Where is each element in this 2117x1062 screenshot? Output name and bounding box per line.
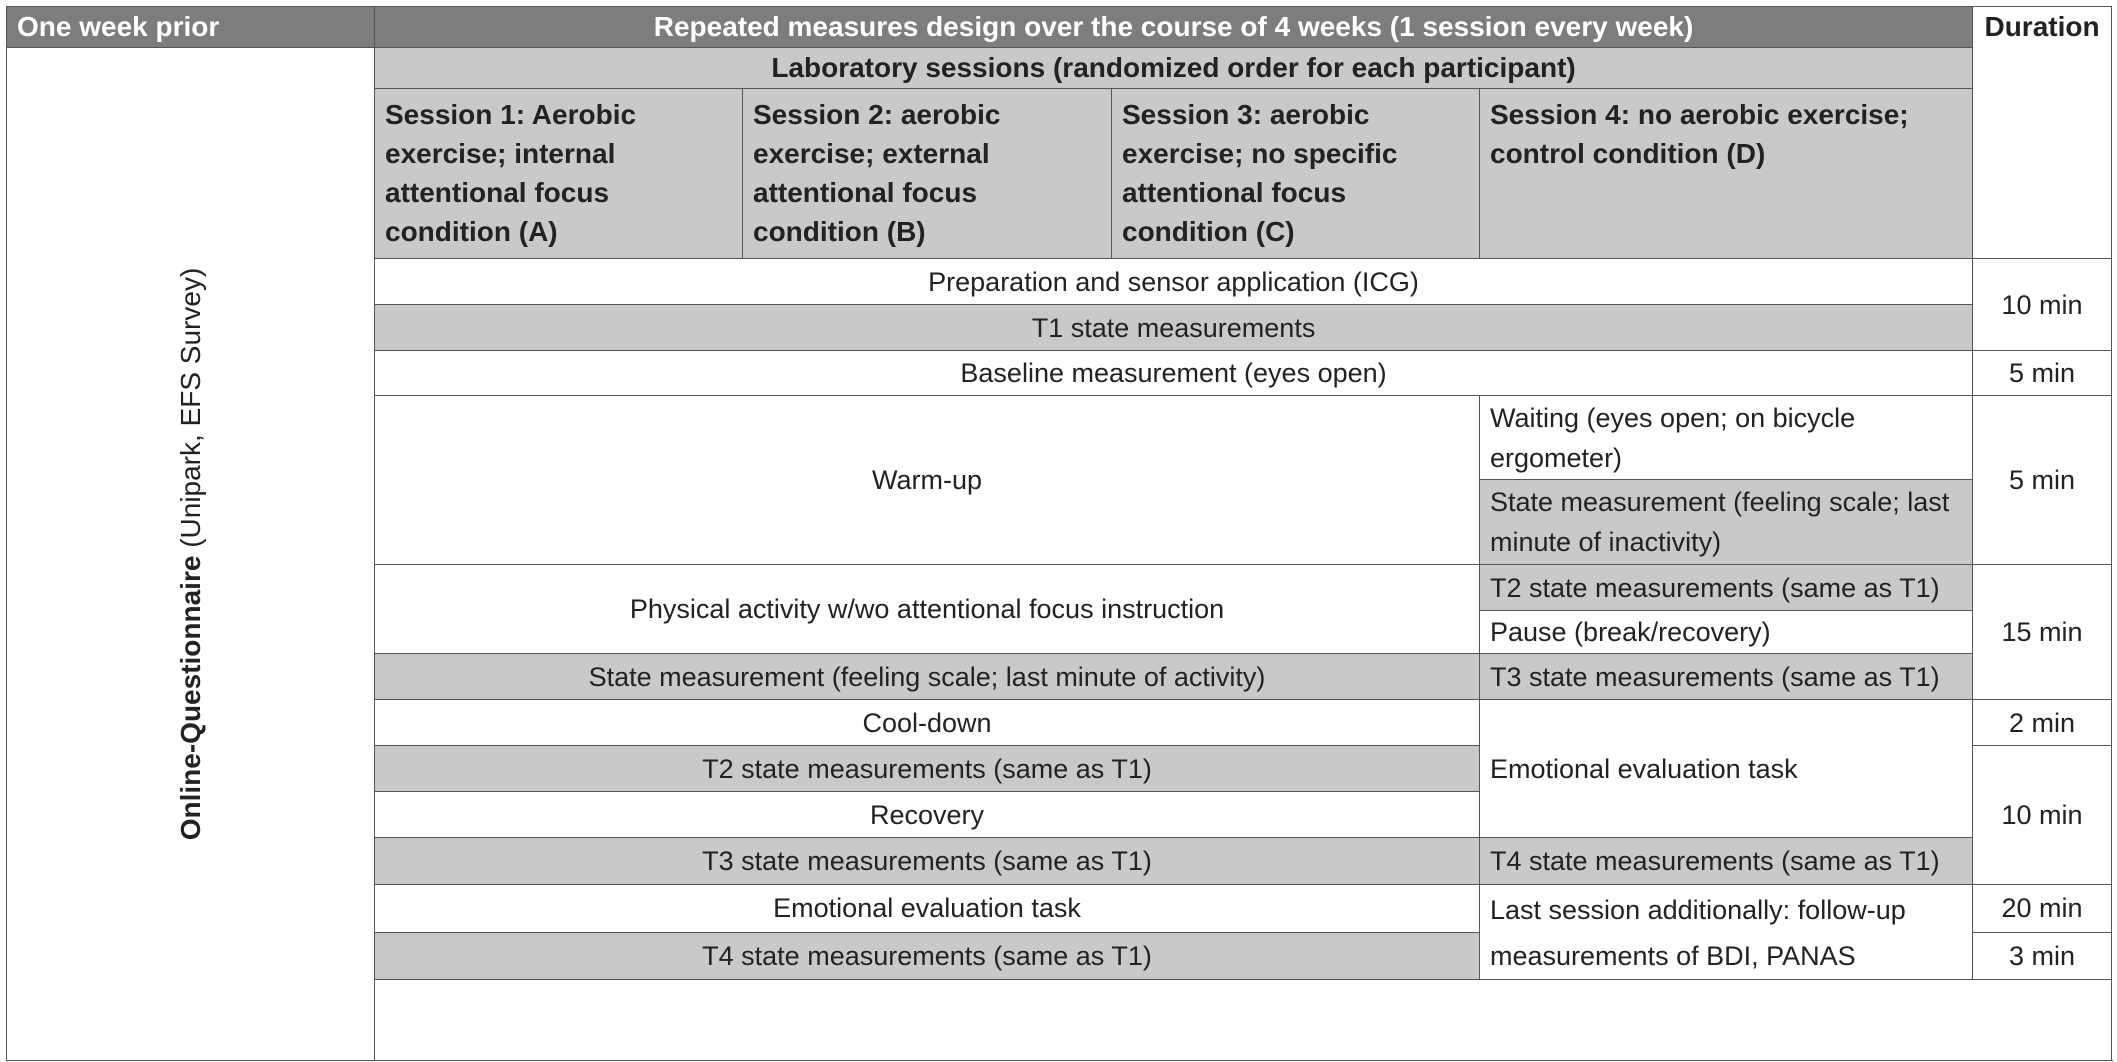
duration-header: Duration <box>1973 7 2112 259</box>
pause-cell: Pause (break/recovery) <box>1480 611 1973 654</box>
cooldown-row: Cool-down <box>375 700 1480 746</box>
study-design-table <box>6 6 2112 1061</box>
design-header: Repeated measures design over the course of 4 weeks (1 session every week) <box>375 7 1973 48</box>
session-2-header: Session 2: aerobic exercise; external attentional focus condition (B) <box>743 89 1112 259</box>
study-design-table-wrapper <box>6 6 2112 1061</box>
session-1-header: Session 1: Aerobic exercise; internal attentional focus condition (A) <box>375 89 743 259</box>
duration-cooldown: 2 min <box>1973 700 2112 746</box>
total-row-spacer <box>375 980 2112 1061</box>
duration-activity: 15 min <box>1973 565 2112 700</box>
session-3-header: Session 3: aerobic exercise; no specific attentional focus condition (C) <box>1112 89 1480 259</box>
preparation-row: Preparation and sensor application (ICG) <box>375 259 1973 305</box>
t2-row: T2 state measurements (same as T1) <box>375 746 1480 792</box>
t4-row: T4 state measurements (same as T1) <box>375 932 1480 980</box>
emotional-row: Emotional evaluation task <box>375 885 1480 933</box>
online-questionnaire-cell <box>7 48 375 1061</box>
warmup-row: Warm-up <box>375 396 1480 565</box>
t2-control-cell: T2 state measurements (same as T1) <box>1480 565 1973 611</box>
duration-baseline: 5 min <box>1973 351 2112 396</box>
online-questionnaire-label: Online-Questionnaire (Unipark, EFS Survey) <box>174 267 206 841</box>
lab-sessions-header: Laboratory sessions (randomized order for each participant) <box>375 48 1973 89</box>
recovery-row: Recovery <box>375 792 1480 838</box>
duration-t4: 3 min <box>1973 932 2112 980</box>
physical-activity-row: Physical activity w/wo attentional focus instruction <box>375 565 1480 654</box>
last-session-cell: Last session additionally: follow-up measurements of BDI, PANAS <box>1480 885 1973 980</box>
waiting-cell: Waiting (eyes open; on bicycle ergometer) <box>1480 396 1973 480</box>
state-inactivity-cell: State measurement (feeling scale; last minute of inactivity) <box>1480 480 1973 565</box>
duration-emotional: 20 min <box>1973 885 2112 933</box>
session-4-header: Session 4: no aerobic exercise; control condition (D) <box>1480 89 1973 259</box>
emotional-control-cell: Emotional evaluation task <box>1480 700 1973 838</box>
duration-recovery: 10 min <box>1973 746 2112 885</box>
duration-warmup: 5 min <box>1973 396 2112 565</box>
t1-row: T1 state measurements <box>375 305 1973 351</box>
t4-control-cell: T4 state measurements (same as T1) <box>1480 838 1973 885</box>
t3-control-cell: T3 state measurements (same as T1) <box>1480 654 1973 700</box>
one-week-prior-header: One week prior <box>7 7 375 48</box>
baseline-row: Baseline measurement (eyes open) <box>375 351 1973 396</box>
state-activity-row: State measurement (feeling scale; last minute of activity) <box>375 654 1480 700</box>
t3-row: T3 state measurements (same as T1) <box>375 838 1480 885</box>
duration-prep: 10 min <box>1973 259 2112 351</box>
